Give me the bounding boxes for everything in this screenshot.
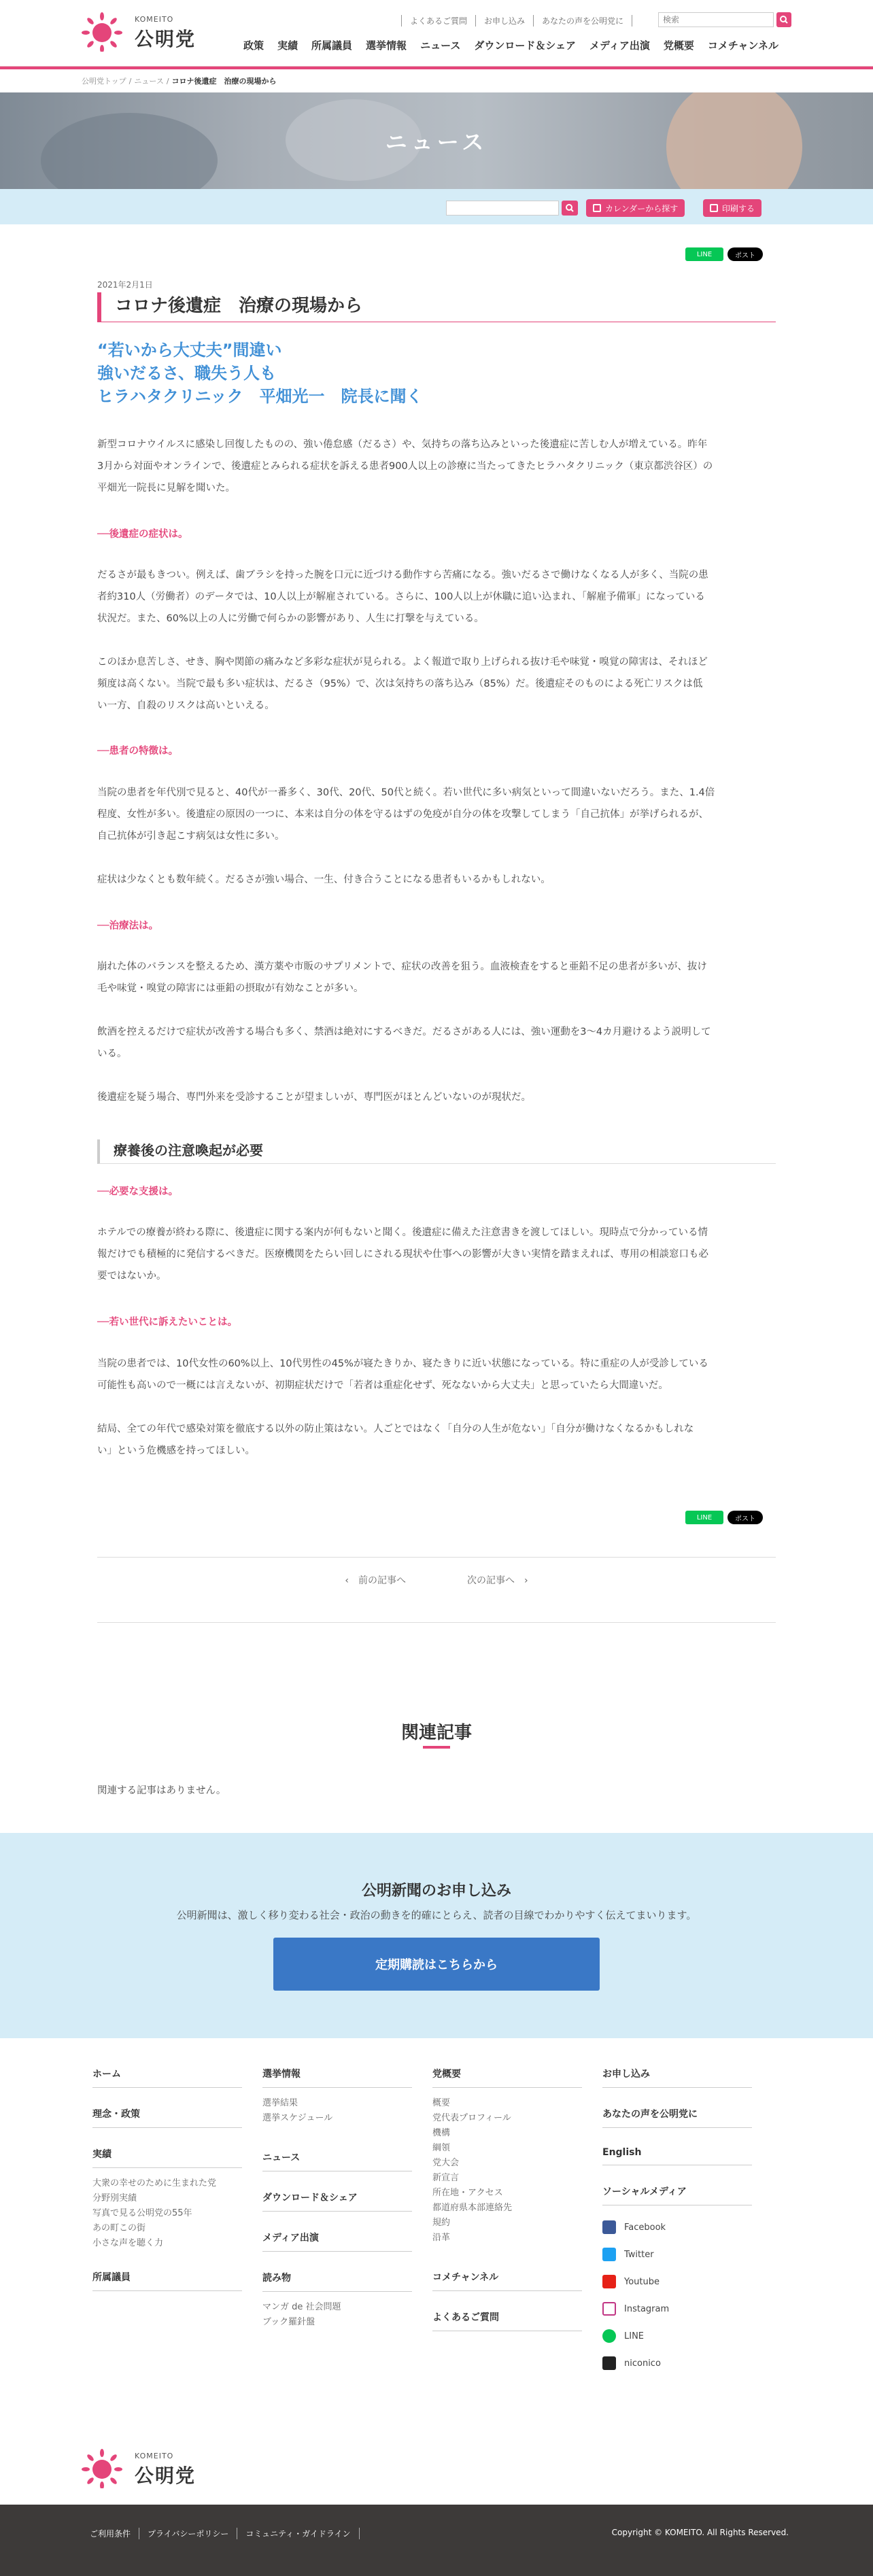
footer-link-about[interactable]: 党概要 [432,2067,582,2088]
privacy-link[interactable]: プライバシーポリシー [139,2528,237,2539]
footer-link-members[interactable]: 所属議員 [92,2270,242,2291]
footer-column-3 [432,2067,582,2339]
chevron-right-icon: › [515,1575,528,1586]
subscribe-panel [0,1833,873,2038]
footer-sublink[interactable]: 都道府県本部連絡先 [432,2203,513,2213]
print-button-label: 印刷する [722,203,755,213]
subscribe-description: 公明新聞は、激しく移り変わる社会・政治の動きを的確にとらえ、読者の目線でわかりやすく伝えてまいります。 [176,1909,697,1921]
section-heading: 療養後の注意喚起が必要 [97,1139,776,1164]
article-date: 2021年2月1日 [97,280,153,290]
subheading-patients: ──患者の特徴は。 [97,746,178,757]
footer-sublink[interactable]: 選挙スケジュール [262,2113,333,2123]
related-underline [423,1746,450,1749]
footer-sublink[interactable]: 沿革 [432,2233,451,2243]
x-post-button[interactable]: ポスト [728,1511,763,1524]
article-title: コロナ後遺症 治療の現場から [97,292,776,322]
logo-kana: KOMEITO [135,15,174,24]
util-link-faq[interactable]: よくあるご質問 [401,15,475,27]
subheading-young: ──若い世代に訴えたいことは。 [97,1317,237,1328]
header-search-input[interactable] [658,12,774,27]
paragraph-symptoms-2: このほか息苦しさ、せき、胸や関節の痛みなど多彩な症状が見られる。よく報道で取り上げられる抜け毛や味覚・嗅覚の障害は、それほど 頻度は高くない。当院で最も多い症状は、だるさ（95%）で、次は気持ちの落ち込み（85%）だ。後遺症そのものによる死亡リスクは低 い一方、自殺のリスクは高いといえる。 [97,657,708,711]
sns-niconico[interactable]: niconico [602,2350,752,2377]
twitter-icon [602,2248,616,2261]
lead-line: ヒラハタクリニック 平畑光一 院長に聞く [97,387,423,406]
paragraph-patients-2: 症状は少なくとも数年続く。だるさが強い場合、一生、付き合うことになる患者もいるかもしれない。 [97,874,551,885]
footer-sublink[interactable]: 所在地・アクセス [432,2188,503,2198]
nav-news[interactable]: ニュース [420,39,461,52]
youtube-icon [602,2275,616,2288]
nav-members[interactable]: 所属議員 [311,39,353,52]
related-empty-text: 関連する記事はありません。 [97,1785,226,1796]
footer-logo[interactable] [82,2448,218,2491]
footer-link-achievements[interactable]: 実績 [92,2147,242,2168]
paragraph-young-1: 当院の患者では、10代女性の60%以上、10代男性の45%が寝たきりか、寝たきりに近い状態になっている。特に重症の人が受診している 可能性も高いので一概には言えないが、初期症状だけで「若者は重症化せず、死なないから大丈夫」と思っていたら大間違いだ。 [97,1358,708,1391]
footer-sublink[interactable]: 党大会 [432,2158,460,2168]
calendar-button[interactable] [586,199,685,217]
subscribe-button[interactable]: 定期購読はこちらから [273,1938,600,1991]
footer-link-channel[interactable]: コメチャンネル [432,2270,582,2291]
footer-sublink[interactable]: マンガ de 社会問題 [262,2302,341,2312]
nav-download[interactable]: ダウンロード＆シェア [474,39,577,52]
footer-sublink[interactable]: ブック羅針盤 [262,2317,315,2327]
nav-media[interactable]: メディア出演 [589,39,650,52]
paragraph-patients-1: 当院の患者を年代別で見ると、40代が一番多く、30代、20代、50代と続く。若い世代に多い病気といって間違いないだろう。また、1.4倍 程度、女性が多い。後遺症の原因の一つに、本来は自分の体を守るはずの免疫が自分の体を攻撃してしまう「自己抗体」が挙げられるが、 自己抗体が引き起こす病気は女性に多い。 [97,787,715,842]
share-buttons-bottom [685,1511,763,1524]
footer-bottom-bar [0,2505,873,2576]
footer-sublink[interactable]: 党代表プロフィール [432,2113,511,2123]
footer-link-voice[interactable]: あなたの声を公明党に [602,2107,752,2128]
subheading-needed: ──必要な支援は。 [97,1186,178,1197]
paragraph-treatment-3: 後遺症を疑う場合、専門外来を受診することが望ましいが、専門医がほとんどいないのが現状だ。 [97,1092,531,1103]
print-button[interactable] [703,199,761,217]
util-link-voice[interactable]: あなたの声を公明党に [533,15,632,27]
breadcrumb: 公明党トップ / ニュース / コロナ後遺症 治療の現場から [82,76,277,86]
footer-link-election[interactable]: 選挙情報 [262,2067,412,2088]
divider [97,1622,776,1623]
sns-twitter[interactable]: Twitter [602,2241,752,2268]
lead-line: “若いから大丈夫”間違い [97,341,282,360]
hero-title: ニュース [385,129,488,155]
line-icon [602,2329,616,2343]
footer-sublink[interactable]: 小さな声を聴く力 [92,2238,164,2248]
news-search-input[interactable] [446,201,559,216]
chevron-left-icon: ‹ [345,1575,358,1586]
nav-policy[interactable]: 政策 [243,39,264,52]
news-toolbar [0,189,873,224]
paragraph-symptoms-1: だるさが最もきつい。例えば、歯ブラシを持った腕を口元に近づける動作すら苦痛になる。強いだるさで働けなくなる人が多く、当院の患 者約310人（労働者）のデータでは、10人以上が解雇されている。さらに、100人以上が休職に追い込まれ、「解雇予備軍」になっている 状況だ。また、60%以上の人に労働で何らかの影響があり、人生に打撃を与えている。 [97,570,708,624]
sns-instagram[interactable]: Instagram [602,2295,752,2322]
calendar-button-label: カレンダーから探す [605,203,679,213]
share-buttons-top [685,247,763,261]
next-article-link[interactable]: 次の記事へ › [467,1575,528,1586]
news-search-button[interactable] [562,201,578,216]
paragraph-treatment-1: 崩れた体のバランスを整えるため、漢方薬や市販のサプリメントで、症状の改善を狙う。血液検査をすると亜鉛不足の患者が多いが、抜け 毛や味覚・嗅覚の障害には亜鉛の摂取が有効なことが多い。 [97,961,707,994]
footer-link-english[interactable]: English [602,2147,752,2165]
footer-sublink[interactable]: 概要 [432,2098,451,2108]
line-share-button[interactable]: LINE [685,1511,723,1524]
komeito-logo[interactable] [82,11,204,54]
calendar-icon [593,204,601,212]
hero-banner [0,92,873,189]
footer-column-2 [262,2067,412,2330]
paragraph-young-2: 結局、全ての年代で感染対策を徹底する以外の防止策はない。人ごとではなく「自分の人生が危ない」「自分が働けなくなるかもしれな い」という危機感を持ってほしい。 [97,1424,694,1456]
footer-link-download[interactable]: ダウンロード＆シェア [262,2191,412,2212]
nav-channel[interactable]: コメチャンネル [707,39,778,52]
divider [97,1557,776,1558]
search-icon [562,201,578,216]
nav-election[interactable]: 選挙情報 [366,39,407,52]
footer-sublink[interactable]: 大衆の幸せのために生まれた党 [92,2178,217,2188]
footer-sublink[interactable]: あの町この街 [92,2223,146,2233]
line-share-button[interactable]: LINE [685,247,723,261]
prev-article-link[interactable]: ‹ 前の記事へ [345,1575,406,1586]
footer-sublink[interactable]: 選挙結果 [262,2098,298,2108]
printer-icon [710,204,718,212]
subscribe-heading: 公明新聞のお申し込み [361,1883,511,1900]
nav-achievements[interactable]: 実績 [277,39,298,52]
niconico-icon [602,2356,616,2370]
related-heading: 関連記事 [400,1723,472,1743]
footer-column-4 [602,2067,752,2377]
footer-sublink[interactable]: 規約 [432,2218,451,2228]
lead-line: 強いだるさ、職失う人も [97,364,277,383]
search-icon [776,12,791,27]
footer-legal-links [90,2528,360,2539]
utility-links [401,15,632,27]
article-intro: 新型コロナウイルスに感染し回復したものの、強い倦怠感（だるさ）や、気持ちの落ち込みといった後遺症に苦しむ人が増えている。昨年 3月から対面やオンラインで、後遺症とみられる症状を訴える患者900人以上の診療に当たってきたヒラハタクリニック（東京都渋谷区）の 平畑光一院長に見解を聞いた。 [97,439,713,494]
sun-logo-icon [82,11,122,52]
site-header [0,0,873,67]
logo-name: 公明党 [135,28,196,50]
sns-line[interactable]: LINE [602,2322,752,2350]
instagram-icon [602,2302,616,2316]
breadcrumb-news[interactable]: ニュース [134,77,164,86]
footer-sublink[interactable]: 綱領 [432,2143,451,2153]
header-search-button[interactable] [776,12,791,27]
article-lead [97,339,423,408]
facebook-icon [602,2220,616,2234]
paragraph-treatment-2: 飲酒を控えるだけで症状が改善する場合も多く、禁酒は絶対にするべきだ。だるさがある人には、強い運動を3〜4カ月避けるよう説明して いる。 [97,1027,711,1059]
logo-name: 公明党 [135,2465,196,2487]
subheading-treatment: ──治療法は。 [97,921,158,931]
x-post-button[interactable]: ポスト [728,247,763,261]
terms-link[interactable]: ご利用条件 [90,2528,139,2539]
footer-social-heading: ソーシャルメディア [602,2184,752,2205]
footer-link-faq[interactable]: よくあるご質問 [432,2310,582,2331]
sns-facebook[interactable]: Facebook [602,2214,752,2241]
footer-sublink[interactable]: 写真で見る公明党の55年 [92,2208,192,2218]
sns-youtube[interactable]: Youtube [602,2268,752,2295]
footer-link-policy[interactable]: 理念・政策 [92,2107,242,2128]
breadcrumb-home[interactable]: 公明党トップ [82,77,126,86]
sun-logo-icon [82,2448,122,2488]
footer-link-news[interactable]: ニュース [262,2150,412,2171]
util-link-apply[interactable]: お申し込み [475,15,533,27]
logo-kana: KOMEITO [135,2452,174,2460]
article-pager [0,1573,873,1587]
community-guideline-link[interactable]: コミュニティ・ガイドライン [237,2528,359,2539]
footer-link-home[interactable]: ホーム [92,2067,242,2088]
footer-link-apply[interactable]: お申し込み [602,2067,752,2088]
footer-column-1 [92,2067,242,2299]
paragraph-needed: ホテルでの療養が終わる際に、後遺症に関する案内が何もないと聞く。後遺症に備えた注意書きを渡してほしい。現時点で分かっている情 報だけでも積極的に発信するべきだ。医療機関をたらい回しにされる現状や仕事への影響が大きい実情を踏まえれば、専用の相談窓口も必 要ではないか。 [97,1227,708,1282]
nav-about[interactable]: 党概要 [663,39,694,52]
global-nav [243,38,792,52]
footer-link-reading[interactable]: 読み物 [262,2271,412,2292]
footer-sublink[interactable]: 新宣言 [432,2173,460,2183]
footer-sublink[interactable]: 機構 [432,2128,451,2138]
subheading-symptoms: ──後遺症の症状は。 [97,529,188,540]
footer-link-media[interactable]: メディア出演 [262,2231,412,2252]
footer-sublink[interactable]: 分野別実績 [92,2193,137,2203]
copyright: Copyright © KOMEITO. All Rights Reserved. [611,2528,789,2537]
breadcrumb-current: コロナ後遺症 治療の現場から [171,77,277,86]
